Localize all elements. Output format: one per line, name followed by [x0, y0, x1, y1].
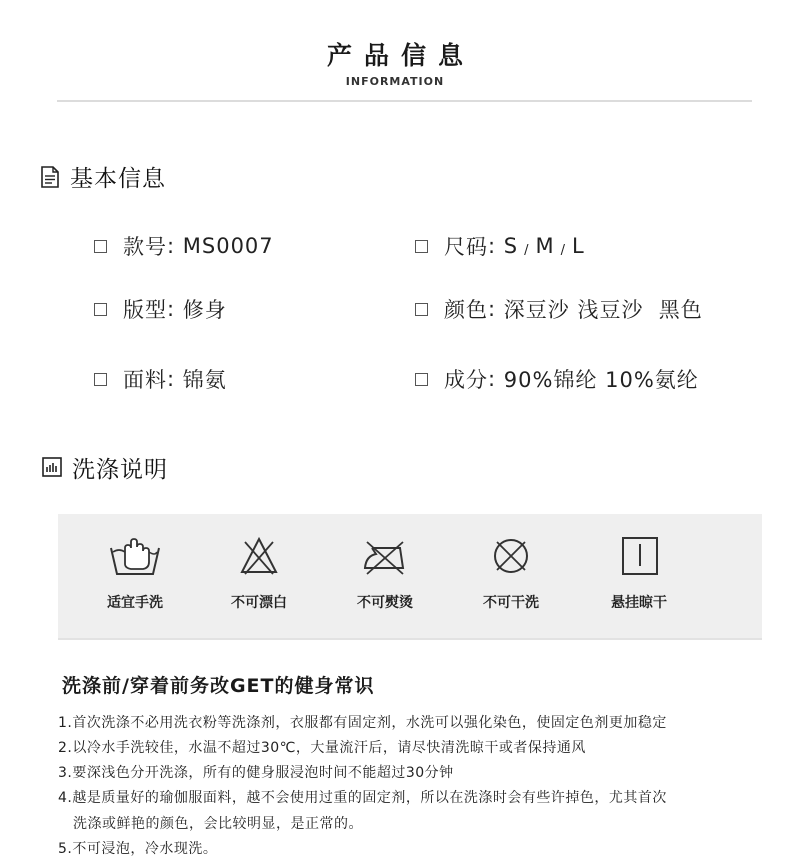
wash-care-heading: 洗涤说明 — [72, 457, 168, 483]
checkbox-icon — [94, 240, 107, 253]
size-l: L — [572, 234, 585, 258]
info-item-size: 尺码 : S / M / L — [415, 231, 585, 261]
size-m: M — [535, 234, 555, 258]
wash-label: 不可干洗 — [483, 595, 539, 611]
info-value: 90%锦纶 10%氨纶 — [503, 368, 699, 392]
no-dry-clean-icon — [489, 534, 533, 578]
checkbox-icon — [94, 303, 107, 316]
document-icon — [40, 166, 60, 188]
info-label: 款号 — [123, 235, 167, 259]
wash-item-no-iron — [330, 534, 440, 612]
basic-info-heading: 基本信息 — [70, 166, 166, 192]
info-item-style-number: 款号 : MS0007 — [94, 231, 274, 261]
note-line: 2.以冷水手洗较佳，水温不超过30℃，大量流汗后，请尽快清洗晾干或者保持通风 — [58, 740, 586, 756]
info-label: 颜色 — [444, 298, 488, 322]
info-item-fit: 版型 : 修身 — [94, 294, 227, 324]
info-label: 尺码 — [444, 235, 488, 259]
info-label: 版型 — [123, 298, 167, 322]
wash-item-no-dry-clean — [456, 534, 566, 612]
info-value: MS0007 — [182, 234, 274, 258]
no-bleach-icon — [237, 534, 281, 578]
wash-label: 适宜手洗 — [107, 595, 163, 611]
info-label: 成分 — [444, 368, 488, 392]
size-s: S — [503, 234, 519, 258]
bar-chart-icon — [42, 457, 62, 479]
wash-item-no-bleach — [204, 534, 314, 612]
header-divider — [57, 100, 752, 102]
wash-care-header — [42, 451, 168, 484]
info-item-composition: 成分 : 90%锦纶 10%氨纶 — [415, 364, 699, 394]
no-iron-icon — [360, 534, 410, 578]
size-separator: / — [560, 242, 567, 258]
hand-wash-icon — [107, 534, 163, 578]
wash-label: 不可熨烫 — [357, 595, 413, 611]
note-line: 4.越是质量好的瑜伽服面料，越不会使用过重的固定剂，所以在洗涤时会有些许掉色，尤其首次 — [58, 790, 667, 806]
checkbox-icon — [94, 373, 107, 386]
info-item-fabric: 面料 : 锦氨 — [94, 364, 227, 394]
page-subtitle: INFORMATION — [345, 75, 445, 88]
info-value: 修身 — [182, 298, 227, 322]
wash-care-panel — [58, 514, 762, 640]
checkbox-icon — [415, 303, 428, 316]
notes-title: 洗涤前/穿着前务改GET的健身常识 — [62, 675, 375, 697]
wash-label: 不可漂白 — [231, 595, 287, 611]
info-item-color: 颜色 : 深豆沙 浅豆沙 黑色 — [415, 294, 703, 324]
basic-info-header — [40, 160, 166, 193]
info-value: 深豆沙 浅豆沙 黑色 — [503, 298, 703, 322]
checkbox-icon — [415, 373, 428, 386]
note-line: 5.不可浸泡，冷水现洗。 — [58, 841, 218, 857]
info-label: 面料 — [123, 368, 167, 392]
info-value: 锦氨 — [182, 368, 227, 392]
wash-label: 悬挂晾干 — [611, 595, 667, 611]
line-dry-icon — [617, 534, 661, 578]
wash-item-hand-wash — [80, 534, 190, 612]
page-title: 产品信息 — [326, 41, 475, 70]
note-line: 1.首次洗涤不必用洗衣粉等洗涤剂，衣服都有固定剂，水洗可以强化染色，使固定色剂更加稳定 — [58, 715, 667, 731]
note-line: 3.要深浅色分开洗涤，所有的健身服浸泡时间不能超过30分钟 — [58, 765, 454, 781]
size-separator: / — [524, 242, 530, 258]
wash-item-line-dry — [584, 534, 694, 612]
note-line: 洗涤或鲜艳的颜色，会比较明显，是正常的。 — [73, 816, 363, 832]
checkbox-icon — [415, 240, 428, 253]
